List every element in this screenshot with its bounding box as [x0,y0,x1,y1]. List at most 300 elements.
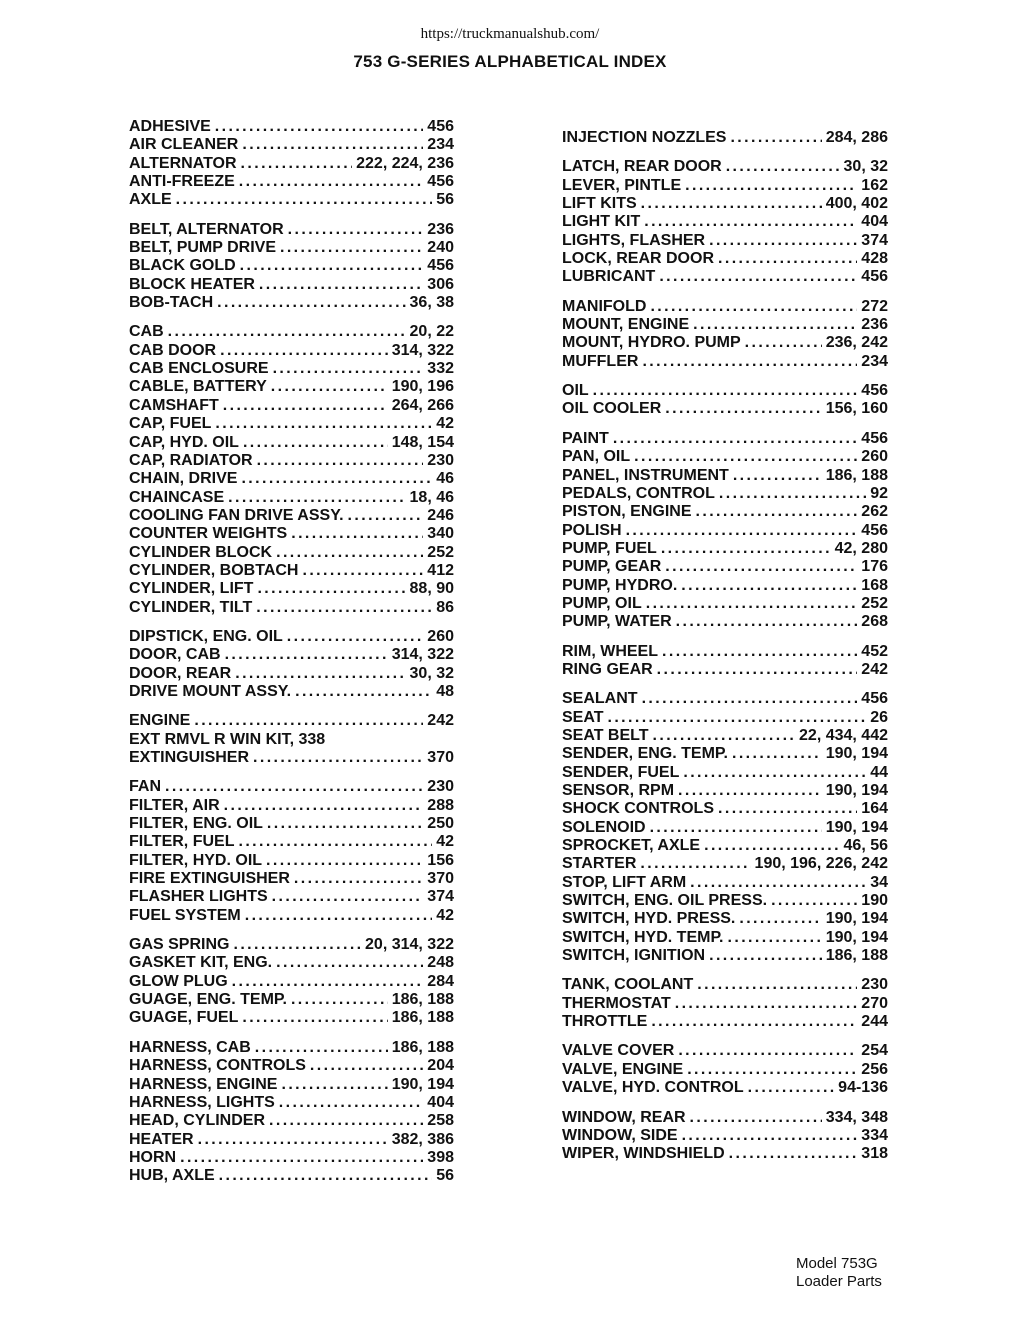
entry-page-number: 256 [861,1060,888,1078]
entry-label: SWITCH, HYD. TEMP. [562,928,724,946]
entry-label: SWITCH, HYD. PRESS. [562,910,736,928]
dot-leader [676,613,858,631]
dot-leader [651,1013,857,1031]
dot-leader [593,382,858,400]
index-group [129,118,454,210]
index-entry [129,599,454,617]
entry-label: SENDER, FUEL [562,763,680,781]
entry-page-number: 260 [861,448,888,466]
entry-page-number: 46 [436,470,454,488]
index-entry [562,661,888,679]
entry-label: FAN [129,778,161,796]
entry-label: CYLINDER, BOBTACH [129,561,299,579]
index-group [129,778,454,925]
entry-label: LIGHT KIT [562,213,641,231]
index-group [562,643,888,680]
entry-label: CHAINCASE [129,488,225,506]
index-entry [129,221,454,239]
dot-leader [662,643,857,661]
index-entry [129,1149,454,1167]
entry-page-number: 318 [861,1145,888,1163]
dot-leader [650,298,857,316]
dot-leader [718,250,857,268]
entry-page-number: 26 [870,708,888,726]
index-entry [562,485,888,503]
index-entry [129,991,454,1009]
dot-leader [709,232,857,250]
dot-leader [665,400,821,418]
entry-page-number: 404 [861,213,888,231]
dot-leader [718,800,857,818]
entry-label: OIL [562,382,589,400]
index-entry [562,316,888,334]
index-entry [129,415,454,433]
entry-page-number: 332 [427,360,454,378]
index-entry [562,430,888,448]
entry-label: SOLENOID [562,818,646,836]
entry-page-number: 190, 196, 226, 242 [754,855,888,873]
dot-leader [302,562,423,580]
dot-leader [220,342,388,360]
entry-label: LATCH, REAR DOOR [562,158,722,176]
dot-leader [281,1076,387,1094]
dot-leader [257,580,405,598]
dot-leader [233,936,361,954]
entry-page-number: 284, 286 [825,129,888,146]
index-group [129,936,454,1028]
dot-leader [683,764,866,782]
source-url[interactable]: https://truckmanualshub.com/ [420,26,600,42]
index-entry [129,155,454,173]
dot-leader [642,353,857,371]
entry-label: ENGINE [129,712,191,730]
entry-label: EXT RMVL R WIN KIT, 338 [129,730,326,748]
entry-page-number: 186, 188 [825,466,888,484]
entry-label: VALVE, HYD. CONTROL [562,1079,744,1097]
entry-page-number: 18, 46 [409,488,454,506]
dot-leader [634,448,857,466]
entry-label: WIPER, WINDSHIELD [562,1145,725,1163]
dot-leader [690,874,866,892]
dot-leader [690,1109,822,1127]
entry-page-number: 230 [427,451,454,469]
entry-label: FILTER, HYD. OIL [129,851,263,869]
dot-leader [267,815,423,833]
index-entry [562,158,888,176]
index-entry [562,929,888,947]
entry-label: THERMOSTAT [562,994,671,1012]
index-entry [129,294,454,312]
entry-page-number: 398 [427,1148,454,1166]
entry-page-number: 162 [861,176,888,194]
entry-page-number: 268 [861,613,888,631]
index-entry [129,397,454,415]
dot-leader [659,268,857,286]
dot-leader [242,1009,387,1027]
dot-leader [168,323,406,341]
entry-label: CYLINDER BLOCK [129,543,273,561]
entry-label: RING GEAR [562,660,653,678]
entry-label: CHAIN, DRIVE [129,470,238,488]
index-entry [129,452,454,470]
index-entry [562,558,888,576]
dot-leader [272,888,424,906]
dot-leader [685,177,857,195]
index-entry [129,852,454,870]
dot-leader [240,257,424,275]
entry-label: DOOR, CAB [129,646,221,664]
entry-label: VALVE COVER [562,1042,675,1060]
index-entry [129,1076,454,1094]
entry-label: CYLINDER, LIFT [129,580,254,598]
index-entry [562,503,888,521]
dot-leader [224,797,424,815]
index-entry [562,467,888,485]
index-entry [562,1127,888,1145]
entry-label: SEALANT [562,690,638,708]
index-entry [129,749,454,767]
dot-leader [687,1061,857,1079]
dot-leader [279,1094,424,1112]
index-entry [562,1061,888,1079]
entry-label: ANTI-FREEZE [129,173,235,191]
index-entry [129,954,454,972]
entry-label: GASKET KIT, ENG. [129,954,273,972]
entry-label: CAB DOOR [129,341,217,359]
entry-page-number: 92 [870,484,888,502]
index-group [562,430,888,632]
dot-leader [243,434,388,452]
index-entry [129,1057,454,1075]
entry-label: DOOR, REAR [129,664,232,682]
dot-leader [739,910,821,928]
dot-leader [180,1149,423,1167]
index-entry [562,1109,888,1127]
dot-leader [219,1167,433,1185]
index-entry [129,936,454,954]
entry-label: LIFT KITS [562,195,637,213]
entry-page-number: 456 [427,118,454,135]
dot-leader [626,522,858,540]
entry-label: CAP, RADIATOR [129,451,253,469]
dot-leader [245,907,432,925]
entry-page-number: 186, 188 [825,947,888,965]
entry-label: PEDALS, CONTROL [562,484,715,502]
dot-leader [241,155,353,173]
dot-leader [678,1042,857,1060]
entry-page-number: 190, 194 [825,910,888,928]
index-entry [562,213,888,231]
index-entry [562,709,888,727]
entry-page-number: 370 [427,870,454,888]
entry-label: BLOCK HEATER [129,275,255,293]
entry-page-number: 314, 322 [391,646,454,664]
index-group [562,382,888,419]
dot-leader [176,191,433,209]
index-entry [562,577,888,595]
entry-label: BELT, PUMP DRIVE [129,239,276,257]
index-group [129,712,454,767]
dot-leader [280,239,423,257]
entry-label: SWITCH, IGNITION [562,947,706,965]
index-entry [129,870,454,888]
entry-page-number: 456 [861,429,888,447]
entry-page-number: 306 [427,275,454,293]
entry-label: BLACK GOLD [129,257,236,275]
entry-label: FILTER, ENG. OIL [129,815,263,833]
entry-label: STARTER [562,855,637,873]
dot-leader [295,683,432,701]
entry-page-number: 370 [427,749,454,766]
entry-label: SWITCH, ENG. OIL PRESS. [562,892,768,910]
entry-page-number: 30, 32 [409,664,454,682]
entry-label: CAP, HYD. OIL [129,433,239,451]
entry-page-number: 456 [427,257,454,275]
index-entry [129,646,454,664]
dot-leader [719,485,866,503]
entry-page-number: 44 [870,763,888,781]
entry-page-number: 236, 242 [825,334,888,352]
entry-page-number: 244 [861,1013,888,1031]
index-entry [129,683,454,701]
index-group [129,1039,454,1186]
dot-leader [228,489,405,507]
dot-leader [276,954,423,972]
index-group [562,690,888,965]
entry-label: ADHESIVE [129,118,211,135]
dot-leader [276,544,423,562]
entry-page-number: 190, 194 [825,928,888,946]
entry-label: HARNESS, CONTROLS [129,1057,306,1075]
dot-leader [642,690,858,708]
dot-leader [613,430,857,448]
dot-leader [225,646,388,664]
index-entry [129,276,454,294]
index-entry [562,195,888,213]
dot-leader [657,661,858,679]
entry-page-number: 340 [427,525,454,543]
dot-leader [232,973,424,991]
index-entry [562,400,888,418]
entry-label: SPROCKET, AXLE [562,837,701,855]
entry-page-number: 190, 194 [825,782,888,799]
entry-label: HORN [129,1148,177,1166]
dot-leader [728,929,822,947]
entry-page-number: 20, 314, 322 [365,936,454,954]
entry-page-number: 30, 32 [843,158,888,176]
entry-page-number: 262 [861,503,888,521]
entry-page-number: 236 [427,220,454,238]
dot-leader [709,947,822,965]
dot-leader [271,378,388,396]
entry-page-number: 190, 196 [391,378,454,396]
dot-leader [217,294,405,312]
index-entry [129,489,454,507]
index-entry [562,522,888,540]
entry-page-number: 88, 90 [409,580,454,598]
dot-leader [681,577,857,595]
dot-leader [256,599,432,617]
index-entry [129,323,454,341]
index-entry [562,819,888,837]
entry-label: SEAT BELT [562,726,649,744]
index-entry [129,907,454,925]
index-entry [129,118,454,136]
entry-label: LEVER, PINTLE [562,176,682,194]
entry-label: SHOCK CONTROLS [562,800,714,818]
index-group [562,1042,888,1097]
entry-page-number: 456 [861,690,888,708]
index-entry [562,1079,888,1097]
index-group [562,158,888,286]
entry-label: WINDOW, SIDE [562,1126,678,1144]
entry-page-number: 382, 386 [391,1130,454,1148]
entry-page-number: 248 [427,954,454,972]
entry-page-number: 148, 154 [391,433,454,451]
dot-leader [239,173,424,191]
entry-label: LOCK, REAR DOOR [562,250,714,268]
dot-leader [745,334,822,352]
index-entry [129,833,454,851]
entry-label: THROTTLE [562,1013,648,1031]
dot-leader [682,1127,858,1145]
entry-page-number: 242 [861,660,888,678]
entry-label: MOUNT, HYDRO. PUMP [562,334,741,352]
entry-page-number: 254 [861,1042,888,1060]
index-entry [562,874,888,892]
dot-leader [288,221,424,239]
index-entry [129,136,454,154]
entry-page-number: 234 [861,352,888,370]
entry-page-number: 42 [436,415,454,433]
dot-leader [748,1079,835,1097]
entry-page-number: 456 [861,268,888,286]
index-entry [129,525,454,543]
entry-page-number: 168 [861,576,888,594]
entry-label: POLISH [562,521,622,539]
index-entry [129,1112,454,1130]
entry-page-number: 334 [861,1126,888,1144]
entry-label: GLOW PLUG [129,972,228,990]
entry-page-number: 260 [427,627,454,645]
index-entry [562,232,888,250]
entry-label: PAN, OIL [562,448,631,466]
entry-page-number: 412 [427,561,454,579]
dot-leader [287,628,424,646]
entry-page-number: 258 [427,1112,454,1130]
index-entry [129,797,454,815]
entry-label: FUEL SYSTEM [129,906,241,924]
dot-leader [653,727,796,745]
index-entry [562,334,888,352]
index-entry [129,815,454,833]
dot-leader [661,540,831,558]
index-entry [562,613,888,631]
entry-page-number: 190, 194 [825,745,888,763]
dot-leader [646,595,858,613]
dot-leader [165,778,423,796]
dot-leader [693,316,857,334]
index-entry [562,892,888,910]
index-group [562,1109,888,1164]
dot-leader [269,1112,423,1130]
entry-label: OIL COOLER [562,400,662,418]
index-entry [562,382,888,400]
entry-label: EXTINGUISHER [129,749,250,766]
index-entry [129,173,454,191]
entry-page-number: 246 [427,506,454,524]
entry-label: WINDOW, REAR [562,1108,686,1126]
dot-leader [259,276,423,294]
entry-page-number: 236 [861,316,888,334]
dot-leader [730,129,821,147]
entry-label: CABLE, BATTERY [129,378,267,396]
index-entry [562,448,888,466]
dot-leader [255,1039,388,1057]
dot-leader [732,745,822,763]
dot-leader [650,819,822,837]
dot-leader [678,782,822,800]
entry-label: LUBRICANT [562,268,656,286]
dot-leader [771,892,857,910]
entry-page-number: 272 [861,297,888,315]
index-entry [562,298,888,316]
entry-page-number: 36, 38 [409,294,454,312]
entry-label: PISTON, ENGINE [562,503,692,521]
entry-label: SENDER, ENG. TEMP. [562,745,728,763]
entry-page-number: 48 [436,682,454,700]
entry-label: FILTER, FUEL [129,833,235,851]
dot-leader [215,415,432,433]
entry-page-number: 190, 194 [391,1075,454,1093]
dot-leader [607,709,866,727]
entry-label: PUMP, HYDRO. [562,576,678,594]
dot-leader [348,507,424,525]
entry-label: CAMSHAFT [129,396,219,414]
footer-subtitle: Loader Parts [796,1273,882,1290]
index-column-right [562,129,888,1175]
entry-label: PANEL, INSTRUMENT [562,466,729,484]
index-entry [562,177,888,195]
entry-label: GAS SPRING [129,936,230,954]
entry-label: PAINT [562,429,609,447]
entry-label: GUAGE, ENG. TEMP. [129,991,287,1009]
entry-page-number: 42 [436,906,454,924]
entry-page-number: 452 [861,642,888,660]
entry-page-number: 156, 160 [825,400,888,418]
index-entry [129,562,454,580]
entry-label: MOUNT, ENGINE [562,316,690,334]
index-group [562,129,888,147]
entry-page-number: 288 [427,796,454,814]
dot-leader [198,1131,388,1149]
index-entry [562,910,888,928]
entry-label: HUB, AXLE [129,1167,215,1185]
entry-page-number: 404 [427,1093,454,1111]
entry-page-number: 42, 280 [834,539,888,557]
entry-page-number: 456 [861,521,888,539]
entry-label: BOB-TACH [129,294,214,312]
entry-label: HARNESS, ENGINE [129,1075,278,1093]
entry-page-number: 94-136 [838,1079,888,1097]
entry-label: HARNESS, CAB [129,1038,251,1056]
dot-leader [729,1145,858,1163]
entry-page-number: 428 [861,250,888,268]
index-entry [129,731,454,749]
entry-page-number: 204 [427,1057,454,1075]
dot-leader [644,213,857,231]
entry-page-number: 42 [436,833,454,851]
